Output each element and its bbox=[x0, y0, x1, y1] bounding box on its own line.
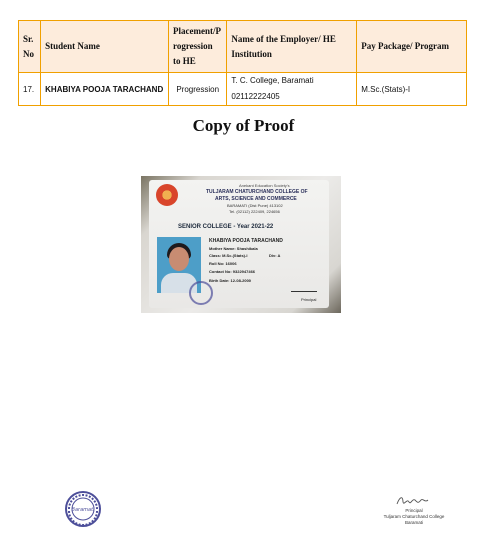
photo-face bbox=[169, 247, 189, 271]
proof-photo bbox=[141, 176, 341, 313]
section-title: Copy of Proof bbox=[192, 116, 295, 135]
employer-name: T. C. College, Baramati bbox=[231, 76, 314, 85]
card-contact: Contact No: 9322947466 bbox=[209, 269, 256, 274]
cell-program: M.Sc.(Stats)-I bbox=[357, 73, 467, 106]
card-seal-icon bbox=[189, 281, 213, 305]
card-division: Div: A bbox=[269, 253, 281, 258]
header-employer: Name of the Employer/ HE Institution bbox=[227, 21, 357, 73]
card-class: Class: M.Sc.(Stats)-I bbox=[209, 253, 248, 258]
college-address: BARAMATI (Dist Pune) 413102 bbox=[227, 203, 283, 208]
header-placement: Placement/P rogression to HE bbox=[168, 21, 226, 73]
principal-signature-icon bbox=[394, 494, 434, 508]
college-name-line2: ARTS, SCIENCE AND COMMERCE bbox=[215, 196, 297, 202]
card-signature bbox=[291, 279, 317, 292]
college-stamp-icon bbox=[64, 490, 102, 528]
card-principal-label: Principal bbox=[301, 297, 317, 302]
college-logo-icon bbox=[156, 184, 178, 206]
cell-employer bbox=[227, 73, 357, 106]
stamp-text: Baramati bbox=[71, 507, 95, 513]
cell-placement-type: Progression bbox=[168, 73, 226, 106]
table-header-row bbox=[19, 21, 467, 73]
header-student-name: Student Name bbox=[41, 21, 169, 73]
table-row bbox=[19, 73, 467, 106]
principal-signature-block bbox=[379, 494, 449, 526]
principal-label: Principal bbox=[405, 508, 423, 513]
id-card bbox=[149, 180, 329, 308]
principal-college: Tuljaram Chaturchand College bbox=[383, 514, 445, 519]
college-name-line1: TULJARAM CHATURCHAND COLLEGE OF bbox=[206, 189, 308, 195]
card-student-name: KHABIYA POOJA TARACHAND bbox=[209, 238, 283, 244]
placement-table bbox=[18, 20, 467, 106]
principal-city: Baramati bbox=[404, 520, 423, 525]
cell-student-name: KHABIYA POOJA TARACHAND bbox=[41, 73, 169, 106]
card-mother-name: Mother Name: Shashikala bbox=[209, 246, 258, 251]
card-roll-no: Roll No: 16006 bbox=[209, 261, 237, 266]
card-birth-date: Birth Date: 12-08-2000 bbox=[209, 278, 252, 283]
employer-phone: 02112222405 bbox=[231, 92, 280, 101]
cell-sr-no: 17. bbox=[19, 73, 41, 106]
card-banner: SENIOR COLLEGE - Year 2021-22 bbox=[178, 224, 274, 230]
college-phone: Tel. (02112) 222409, 224656 bbox=[229, 209, 280, 214]
header-sr-no: Sr. No bbox=[19, 21, 41, 73]
header-pay-package: Pay Package/ Program bbox=[357, 21, 467, 73]
society-name: Anekant Education Society's bbox=[239, 183, 290, 188]
